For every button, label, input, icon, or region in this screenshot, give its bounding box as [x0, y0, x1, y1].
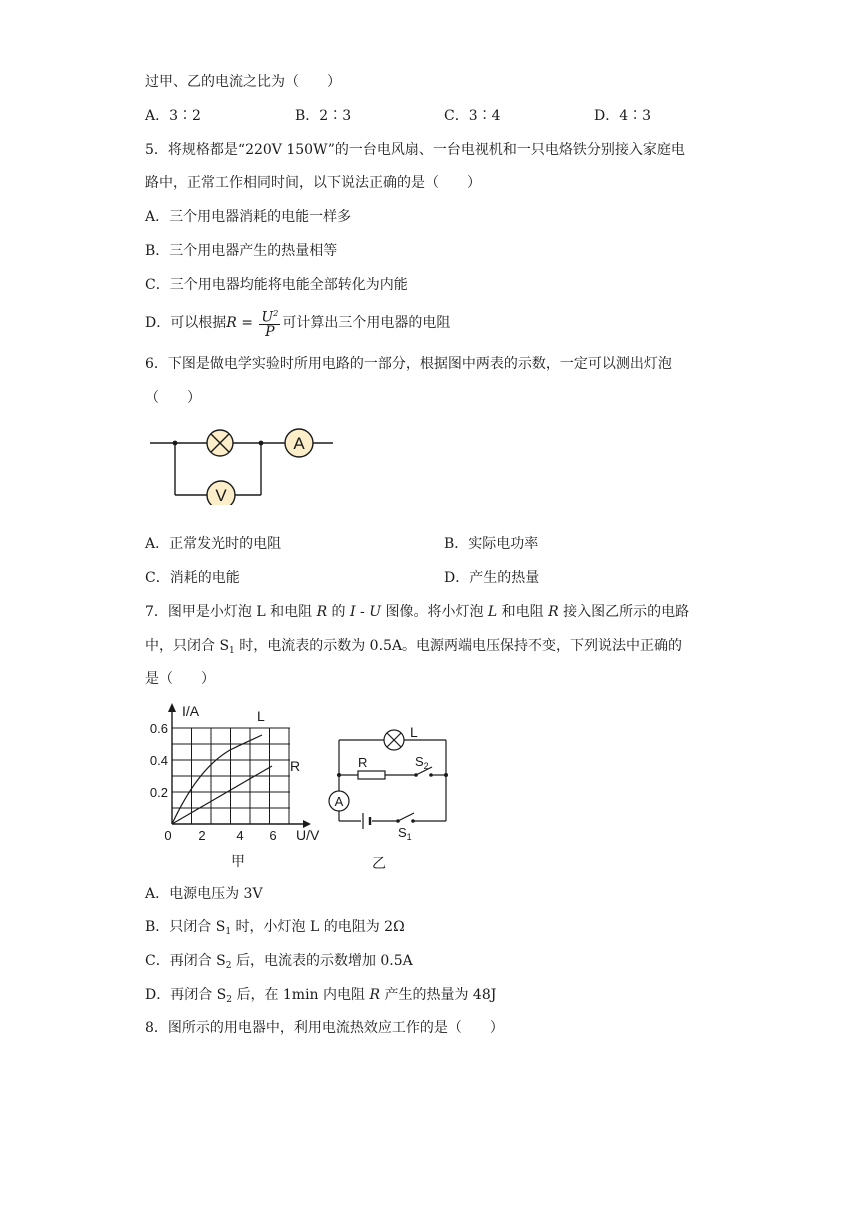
formula-denominator: P	[265, 324, 275, 341]
q6-option-d: D．产生的热量	[444, 570, 540, 586]
q7-option-b	[145, 917, 405, 942]
q7-stem-line3: 是（ ）	[145, 671, 215, 687]
battery-icon	[363, 813, 370, 829]
q6-stem-line1: 6．下图是做电学实验时所用电路的一部分，根据图中两表的示数，一定可以测出灯泡	[145, 356, 672, 372]
y-tick-label: 0.4	[149, 753, 168, 768]
q5-option-a: A．三个用电器消耗的电能一样多	[145, 209, 352, 225]
q4-stem-tail: 过甲、乙的电流之比为（ ）	[145, 74, 341, 90]
ammeter-label: A	[293, 434, 305, 453]
formula-equals: =	[236, 315, 258, 331]
q8-stem-line1: 8．图所示的用电器中，利用电流热效应工作的是（ ）	[145, 1020, 504, 1036]
q7-text: 接入图乙所示的电路	[558, 604, 690, 620]
q7-var-r: R	[316, 604, 328, 620]
q7-text: 和电阻	[497, 604, 549, 620]
q7-text: 图像。将小灯泡	[381, 604, 488, 620]
formula-r: R	[226, 315, 237, 331]
q7-text: 7．图甲是小灯泡 L 和电阻	[145, 604, 317, 620]
q4-option-a: A．3∶2	[145, 108, 201, 124]
q6-option-b: B．实际电功率	[444, 536, 539, 552]
q7-option-d	[145, 985, 496, 1010]
formula-fraction	[259, 307, 280, 340]
q7-stem-line1	[145, 602, 689, 622]
circuit-label-r: R	[358, 755, 368, 770]
q7-text: 中，只闭合 S	[145, 638, 230, 654]
q5-option-d-suffix: 可计算出三个用电器的电阻	[282, 315, 451, 331]
x-tick-label: 0	[164, 828, 172, 843]
q7-option-c	[145, 951, 413, 976]
lamp-icon	[384, 730, 404, 750]
ammeter-icon	[329, 791, 349, 811]
x-tick-label: 2	[198, 828, 206, 843]
q7-text: D．再闭合 S	[145, 987, 227, 1003]
ammeter-icon	[285, 429, 313, 457]
q7-circuit-yi	[318, 720, 458, 880]
graph-x-axis-label: U/V	[296, 827, 320, 843]
subscript: 2	[225, 961, 232, 971]
formula-numerator: U	[261, 309, 274, 326]
q7-var-r: R	[369, 987, 381, 1003]
lamp-icon	[207, 430, 233, 456]
q7-graph-jia	[140, 700, 340, 872]
y-tick-label: 0.2	[149, 785, 168, 800]
ammeter-label: A	[334, 794, 344, 809]
q7-text: 时，小灯泡 L 的电阻为 2Ω	[231, 919, 405, 935]
circuit-caption: 乙	[372, 855, 386, 871]
q7-text: C．再闭合 S	[145, 953, 226, 969]
q7-text: 产生的热量为 48J	[380, 987, 497, 1003]
voltmeter-label: V	[215, 486, 227, 505]
subscript: 2	[226, 995, 232, 1005]
q7-text: 时，电流表的示数为 0.5A。电源两端电压保持不变，下列说法中正确的	[234, 638, 683, 654]
x-tick-label: 6	[269, 828, 277, 843]
q7-text: 后，在 1min 内电阻	[232, 987, 370, 1003]
graph-caption: 甲	[231, 853, 245, 869]
q5-option-d	[145, 306, 450, 340]
q6-option-a: A．正常发光时的电阻	[145, 536, 282, 552]
q4-option-b: B．2∶3	[295, 108, 352, 124]
q7-text: 的	[327, 604, 351, 620]
q7-var-l: L	[487, 604, 498, 620]
switch-label-s1: $S_1$	[398, 825, 412, 842]
q5-option-c: C．三个用电器均能将电能全部转化为内能	[145, 277, 408, 293]
graph-y-axis-label: I/A	[182, 703, 200, 719]
x-tick-label: 4	[236, 828, 244, 843]
q7-var-r: R	[548, 604, 559, 620]
circuit-label-l: L	[410, 724, 418, 740]
graph-curve-label-l: L	[257, 708, 265, 724]
q7-text: B．只闭合 S	[145, 919, 226, 935]
q6-stem-line2: （ ）	[145, 390, 201, 406]
y-tick-label: 0.6	[149, 721, 168, 736]
q7-option-a: A．电源电压为 3V	[145, 886, 263, 902]
q5-option-d-prefix: D．可以根据	[145, 315, 227, 331]
q7-text: -	[355, 604, 370, 620]
q6-circuit-diagram	[145, 425, 345, 505]
q7-var-i: I	[350, 604, 356, 620]
q7-text: 后，电流表的示数增加 0.5A	[231, 953, 413, 969]
subscript: 1	[225, 927, 232, 937]
resistor-icon	[358, 771, 385, 779]
q4-option-c: C．3∶4	[444, 108, 501, 124]
q6-option-c: C．消耗的电能	[145, 570, 240, 586]
formula-exponent: 2	[273, 308, 279, 318]
q5-option-b: B．三个用电器产生的热量相等	[145, 243, 338, 259]
q5-stem-line1: 5．将规格都是“220V 150W”的一台电风扇、一台电视机和一只电烙铁分别接入家庭电	[145, 142, 685, 158]
voltmeter-icon	[207, 481, 235, 505]
q7-var-u: U	[369, 604, 381, 620]
q7-stem-line2	[145, 636, 682, 661]
q5-stem-line2: 路中，正常工作相同时间，以下说法正确的是（ ）	[145, 175, 481, 191]
graph-line-label-r: R	[290, 758, 301, 774]
switch-label-s2: $S_2$	[415, 754, 429, 771]
subscript: 1	[229, 646, 235, 656]
q4-option-d: D．4∶3	[594, 108, 652, 124]
